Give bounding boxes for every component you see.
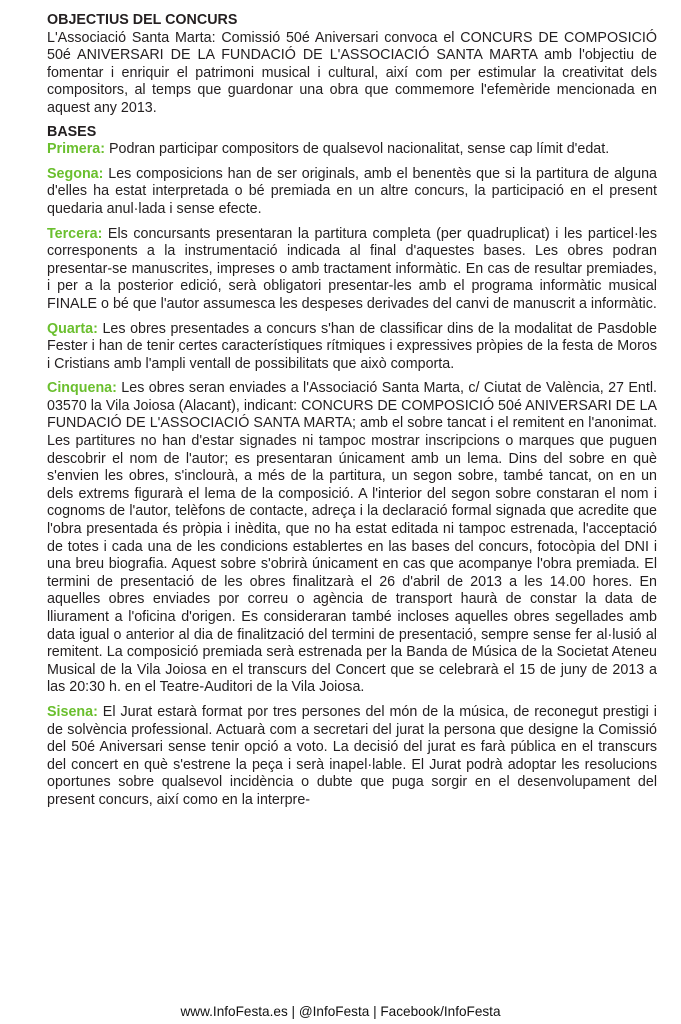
objectives-paragraph: L'Associació Santa Marta: Comissió 50é Aniversari convoca el CONCURS DE COMPOSICIÓ 50é ANIVERSARI DE LA FUNDACIÓ DE L'ASSOCIACIÓ SANTA MARTA amb l'objectiu de fomentar i enriquir el patrimoni musical i cultural, així com per estimular la creativitat dels compositors, al temps que guardonar una obra que commemore l'efemèride mencionada en aquest any 2013. bbox=[47, 29, 657, 116]
base-item-sisena bbox=[47, 704, 657, 810]
bases-heading: BASES bbox=[47, 123, 97, 140]
base-item-tercera bbox=[47, 226, 657, 314]
base-label-quarta: Quarta: bbox=[47, 320, 98, 337]
base-text-cinquena: Les obres seran enviades a l'Associació Santa Marta, c/ Ciutat de València, 27 Entl. 03570 la Vila Joiosa (Alacant), indicant: CONCURS DE COMPOSICIÓ 50é ANIVERSARI DE LA FUNDACIÓ DE L'ASSOCIACIÓ SANTA MARTA; amb el sobre tancat i el remitent en l'anonimat. Les partitures no han d'estar signades ni tampoc mostrar inscripcions o marques que puguen descobrir el nom de l'autor; es presentaran únicament amb un lema. Dins del sobre en què s'envien les obres, s'inclourà, a més de la partitura, un segon sobre, també tancat, on en un dels extrems figurarà el lema de la composició. A l'interior del segon sobre constaran el nom i cognoms de l'autor, telèfons de contacte, adreça i la declaració formal signada que acredite que l'obra presentada és pròpia i inèdita, que no ha estat editada ni tampoc estrenada, l'acceptació de totes i cada una de les condicions establertes en las bases del concurs, fotocòpia del DNI i una breu biografia. Aquest sobre s'obrirà únicament en cas que acompanye l'obra premiada. El termini de presentació de les obres finalitzarà el 26 d'abril de 2013 a les 14.00 hores. En aquelles obres enviades por correu o agència de transport haurà de constar la data de lliurament a l'oficina d'origen. Es consideraran també incloses aquelles obres segellades amb data igual o anterior al dia de finalització del termini de presentació, sempre sense fer al·lusió al remitent. La composició premiada serà estrenada per la Banda de Música de la Societat Ateneu Musical de la Vila Joiosa en el transcurs del Concert que se celebrarà el 15 de juny de 2013 a las 20:30 h. en el Teatre-Auditori de la Vila Joiosa. bbox=[47, 380, 657, 696]
base-text-quarta: Les obres presentades a concurs s'han de classificar dins de la modalitat de Pasdoble Fester i han de tenir certes característiques rítmiques i expressives pròpies de la festa de Moros i Cristians amb l'ampli ventall de possibilitats que això comporta. bbox=[47, 320, 657, 372]
base-text-primera: Podran participar compositors de qualsevol nacionalitat, sense cap límit d'edat. bbox=[105, 141, 610, 158]
base-label-primera: Primera: bbox=[47, 141, 106, 158]
base-label-tercera: Tercera: bbox=[47, 225, 103, 242]
base-text-tercera: Els concursants presentaran la partitura completa (per quadruplicat) i les particel·les corresponents a la instrumentació indicada al final d'aquestes bases. Les obres podran presentar-se manuscrites, impreses o amb tractament informàtic. En cas de resultar premiades, i per a la posterior edició, serà obligatori presentar-les amb el programa informàtic musical FINALE o bé que l'autor assumesca les despeses derivades del canvi de manuscrit a informàtic. bbox=[47, 225, 657, 312]
document-page bbox=[47, 12, 657, 817]
base-item-quarta bbox=[47, 321, 657, 374]
base-label-cinquena: Cinquena: bbox=[47, 380, 117, 397]
footer-credits: www.InfoFesta.es | @InfoFesta | Facebook/InfoFesta bbox=[180, 1004, 501, 1019]
objectives-heading: OBJECTIUS DEL CONCURS bbox=[47, 12, 238, 28]
base-text-sisena: El Jurat estarà format por tres persones del món de la música, de reconegut prestigi i de solvència professional. Actuarà com a secretari del jurat la persona que designe la Comissió del 50é Aniversari sense tenir opció a voto. La decisió del jurat es farà pública en el transcurs del concert en què s'estrene la peça i serà inapel·lable. El Jurat podrà adoptar les resolucions oportunes sobre qualsevol incidència o dubte que puga sorgir en el desenvolupament del present concurs, així como en la interpre- bbox=[47, 703, 657, 808]
base-item-primera bbox=[47, 141, 657, 159]
base-label-sisena: Sisena: bbox=[47, 703, 98, 720]
base-text-segona: Les composicions han de ser originals, amb el benentès que si la partitura de alguna d'elles ha estat interpretada o bé premiada en un altre concurs, la participació en el present quedaria anul·lada i sense efecte. bbox=[47, 165, 657, 217]
base-label-segona: Segona: bbox=[47, 165, 104, 182]
base-item-segona bbox=[47, 166, 657, 219]
base-item-cinquena bbox=[47, 380, 657, 697]
